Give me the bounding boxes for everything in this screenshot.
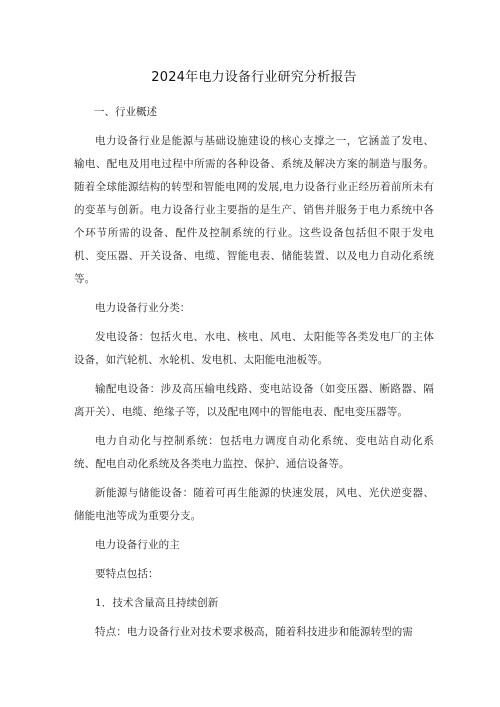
paragraph-feature-1-heading: 1．技术含量高且持续创新 — [95, 597, 219, 609]
paragraph-main-features-part1: 电力设备行业的主 — [95, 539, 180, 551]
section-heading-overview: 一、行业概述 — [94, 106, 157, 118]
paragraph-generation-equipment: 发电设备：包括火电、水电、核电、风电、太阳能等各类发电厂的主体设备，如汽轮机、水轮机、发电机、太阳能电池板等。 — [74, 331, 434, 366]
paragraph-automation-control: 电力自动化与控制系统：包括电力调度自动化系统、变电站自动化系统、配电自动化系统及各类电力监控、保护、通信设备等。 — [74, 435, 434, 470]
paragraph-new-energy-storage: 新能源与储能设备：随着可再生能源的快速发展，风电、光伏逆变器、储能电池等成为重要分支。 — [74, 487, 434, 522]
paragraph-feature-1-text: 特点：电力设备行业对技术要求极高，随着科技进步和能源转型的需 — [95, 626, 413, 638]
paragraph-classification-heading: 电力设备行业分类： — [95, 302, 191, 314]
paragraph-intro: 电力设备行业是能源与基础设施建设的核心支撑之一，它涵盖了发电、输电、配电及用电过程中所需的各种设备、系统及解决方案的制造与服务。随着全球能源结构的转型和智能电网的发展,电力设备行业正经历着前所未有的变革与创新。电力设备行业主要指的是生产、销售并服务于电力系统中各个环节所需的设备、配件及控制系统的行业。这些设备包括但不限于发电机、变压器、开关设备、电缆、智能电表、储能装置、以及电力自动化系统等。 — [74, 135, 434, 285]
document-title: 2024年电力设备行业研究分析报告 — [151, 70, 357, 85]
paragraph-main-features-part2: 要特点包括： — [95, 568, 159, 580]
paragraph-transmission-equipment: 输配电设备：涉及高压输电线路、变电站设备（如变压器、断路器、隔离开关）、电缆、绝缘子等，以及配电网中的智能电表、配电变压器等。 — [74, 383, 434, 418]
